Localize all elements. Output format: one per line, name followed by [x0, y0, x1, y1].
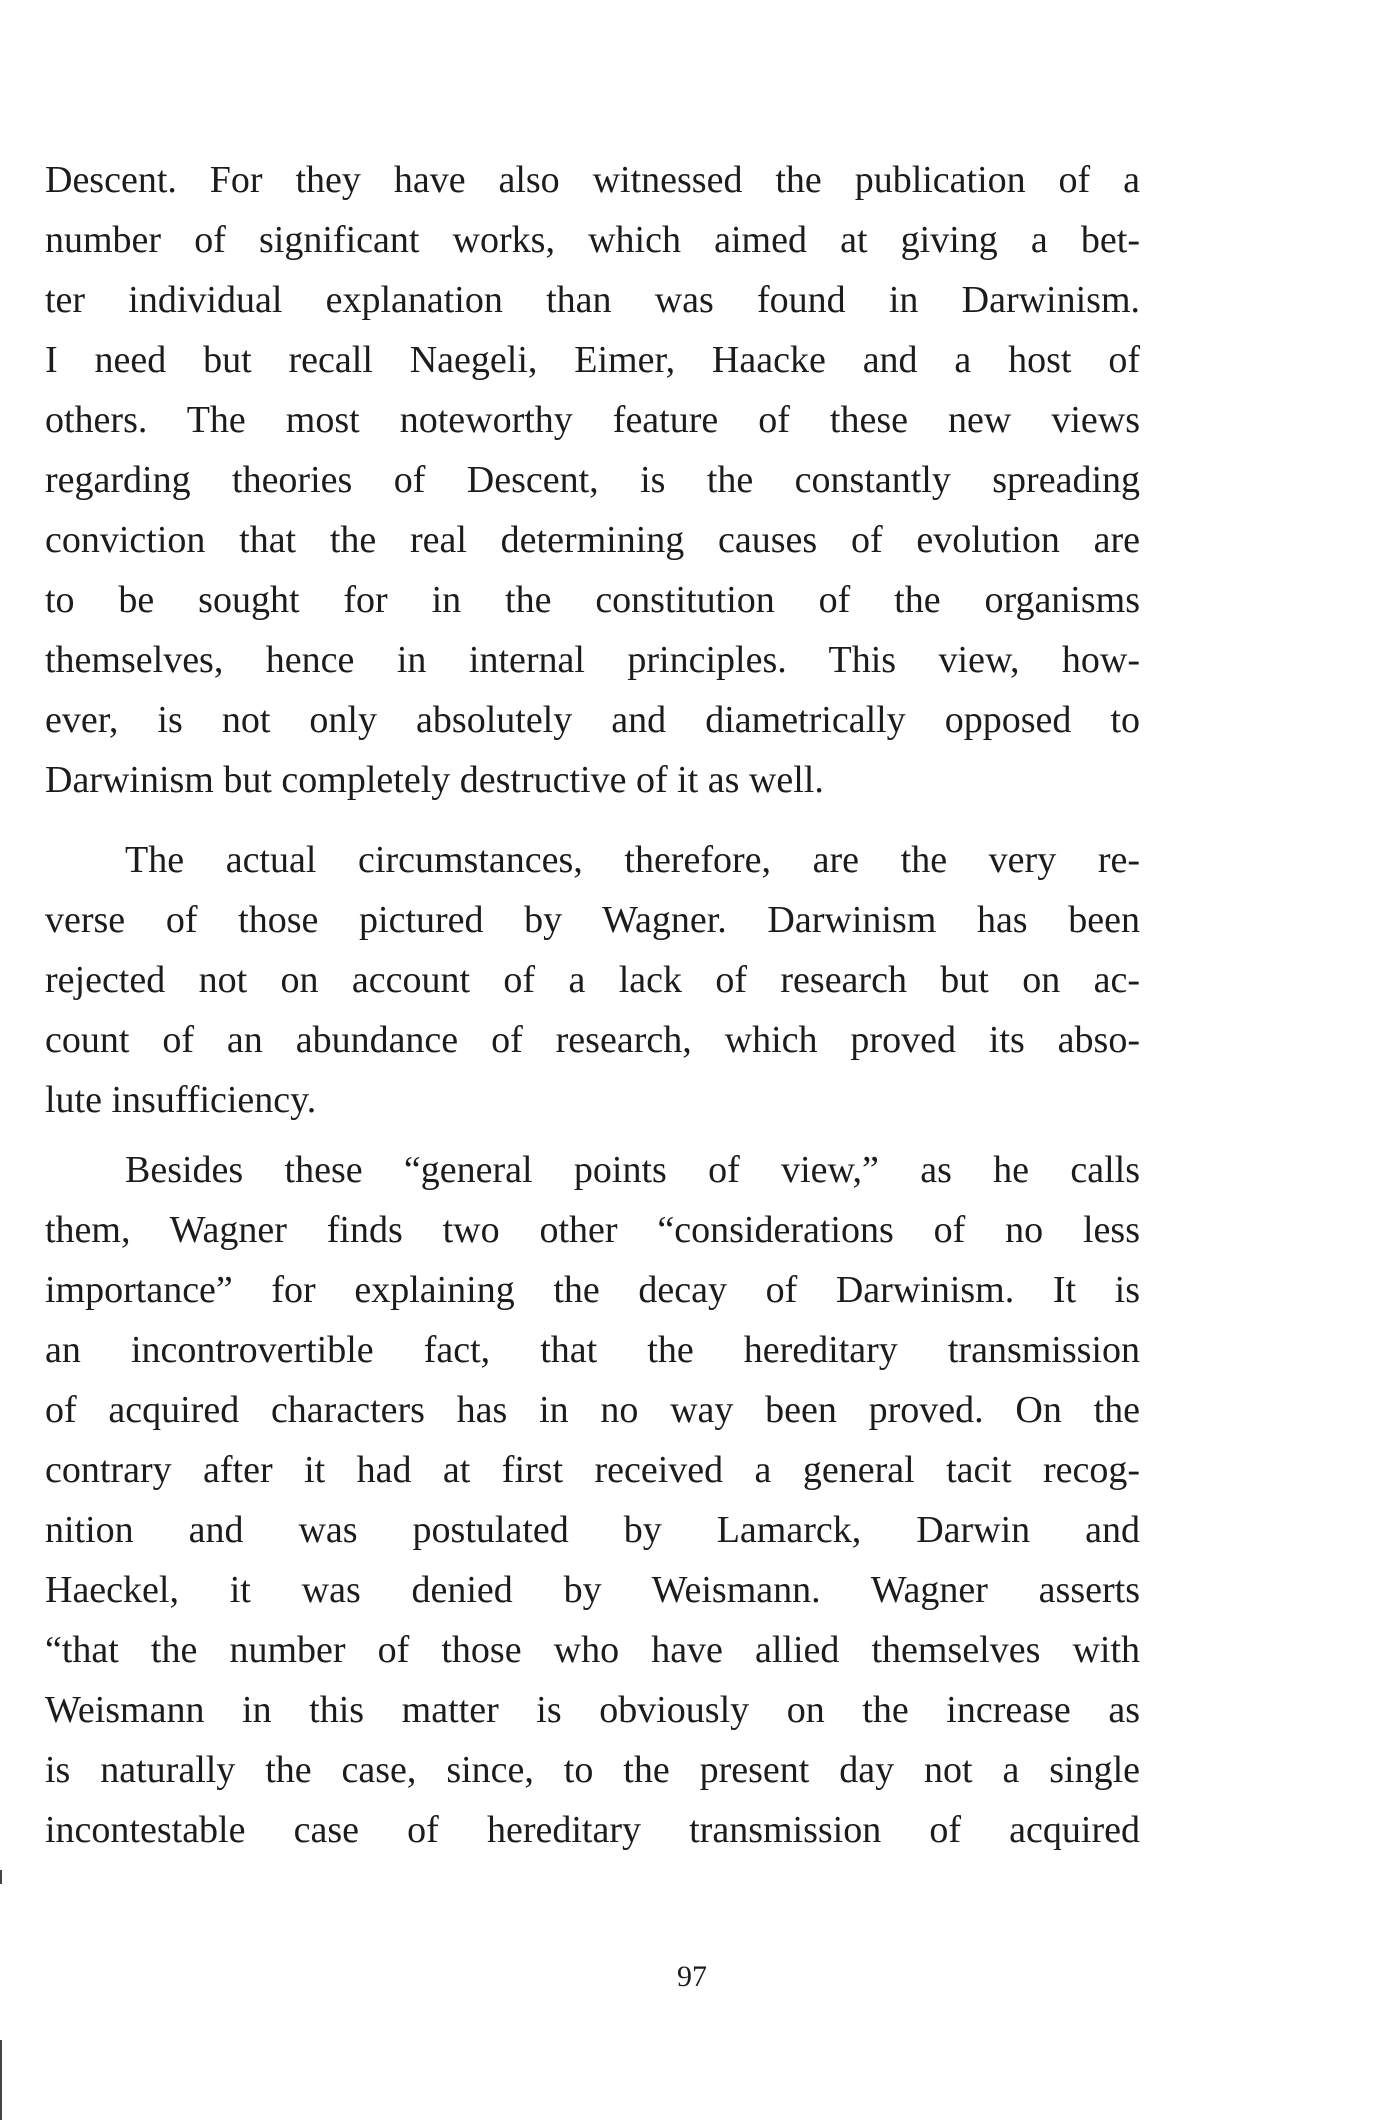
paragraph-1	[45, 150, 1140, 810]
paragraph-2	[45, 830, 1140, 1130]
text-line: contrary after it had at first received a general tacit recog-	[45, 1449, 1140, 1491]
text-line: an incontrovertible fact, that the hereditary transmission	[45, 1329, 1140, 1371]
text-line: conviction that the real determining causes of evolution are	[45, 519, 1140, 561]
text-line: incontestable case of hereditary transmission of acquired	[45, 1809, 1140, 1851]
scan-edge-mark	[0, 1870, 2, 1884]
page-number: 97	[677, 1960, 707, 1993]
text-line: to be sought for in the constitution of the organisms	[45, 579, 1140, 621]
text-line: Darwinism but completely destructive of it as well.	[45, 759, 824, 801]
text-line: Besides these “general points of view,” as he calls	[125, 1149, 1140, 1191]
text-line: ever, is not only absolutely and diametrically opposed to	[45, 699, 1140, 741]
text-line: importance” for explaining the decay of Darwinism. It is	[45, 1269, 1140, 1311]
text-line: them, Wagner finds two other “considerations of no less	[45, 1209, 1140, 1251]
text-line: count of an abundance of research, which proved its abso-	[45, 1019, 1140, 1061]
text-line: The actual circumstances, therefore, are the very re-	[125, 839, 1140, 881]
text-line: lute insufficiency.	[45, 1079, 317, 1121]
text-line: I need but recall Naegeli, Eimer, Haacke and a host of	[45, 339, 1140, 381]
text-line: nition and was postulated by Lamarck, Darwin and	[45, 1509, 1140, 1551]
text-line: number of significant works, which aimed at giving a bet-	[45, 219, 1140, 261]
text-line: ter individual explanation than was found in Darwinism.	[45, 279, 1140, 321]
text-line: of acquired characters has in no way been proved. On the	[45, 1389, 1140, 1431]
text-line: verse of those pictured by Wagner. Darwinism has been	[45, 899, 1140, 941]
text-line: rejected not on account of a lack of research but on ac-	[45, 959, 1140, 1001]
scan-edge-mark	[0, 2040, 2, 2120]
text-line: regarding theories of Descent, is the constantly spreading	[45, 459, 1140, 501]
text-line: themselves, hence in internal principles. This view, how-	[45, 639, 1140, 681]
text-line: “that the number of those who have allied themselves with	[45, 1629, 1140, 1671]
paragraph-3	[45, 1140, 1140, 1860]
text-line: Weismann in this matter is obviously on the increase as	[45, 1689, 1140, 1731]
text-line: others. The most noteworthy feature of these new views	[45, 399, 1140, 441]
text-line: is naturally the case, since, to the present day not a single	[45, 1749, 1140, 1791]
text-line: Haeckel, it was denied by Weismann. Wagner asserts	[45, 1569, 1140, 1611]
text-line: Descent. For they have also witnessed the publication of a	[45, 159, 1140, 201]
